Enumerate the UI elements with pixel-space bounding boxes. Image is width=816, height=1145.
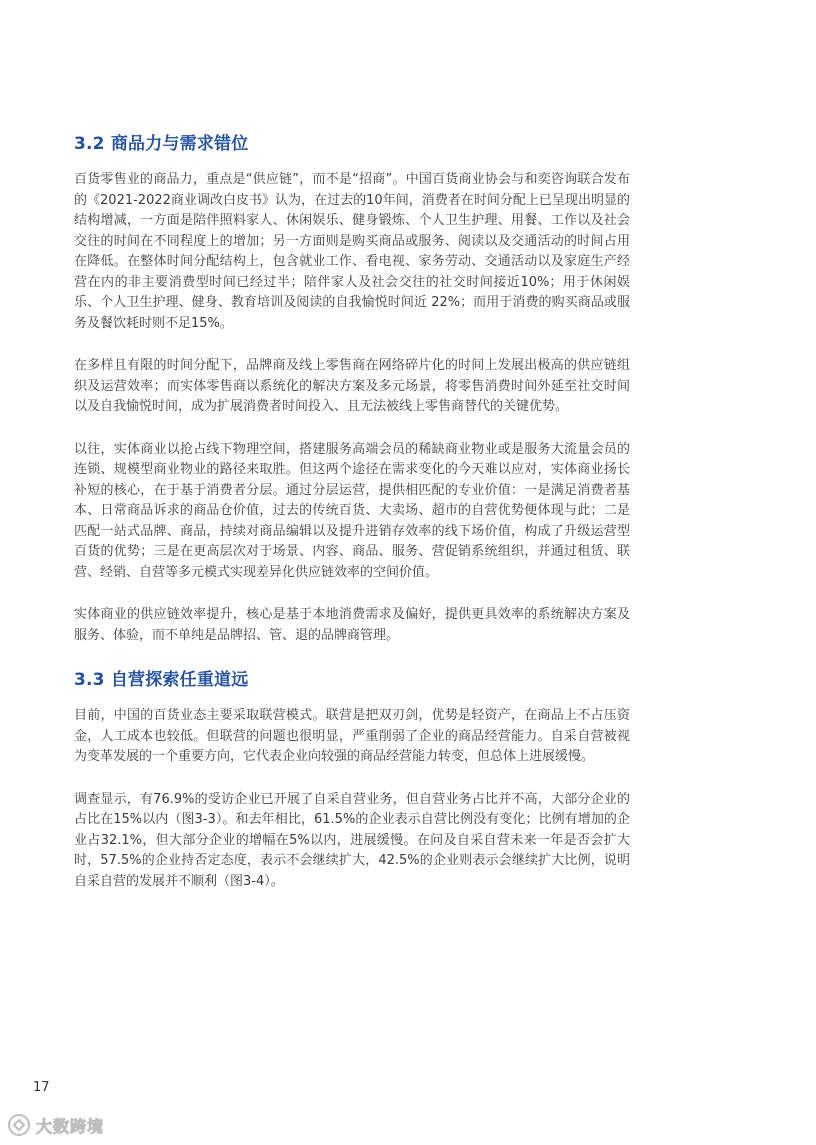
section-heading-3-2: 3.2 商品力与需求错位 — [74, 134, 249, 154]
paragraph: 百货零售业的商品力，重点是“供应链”，而不是“招商”。中国百货商业协会与和奕咨询联合发布的《2021-2022商业调改白皮书》认为，在过去的10年间，消费者在时间分配上已呈现出明显的结构增减，一方面是陪伴照料家人、休闲娱乐、健身锻炼、个人卫生护理、用餐、工作以及社会交往的时间在不同程度上的增加；另一方面则是购买商品或服务、阅读以及交通活动的时间占用在降低。在整体时间分配结构上，包含就业工作、看电视、家务劳动、交通活动以及家庭生产经营在内的非主要消费型时间已经过半；陪伴家人及社会交往的社交时间接近10%；用于休闲娱乐、个人卫生护理、健身、教育培训及阅读的自我愉悦时间近 22%；而用于消费的购买商品或服务及餐饮耗时则不足15%。 — [74, 172, 630, 331]
page-content — [74, 132, 630, 914]
paragraph: 以往，实体商业以抢占线下物理空间，搭建服务高端会员的稀缺商业物业或是服务大流量会员的连锁、规模型商业物业的路径来取胜。但这两个途径在需求变化的今天难以应对，实体商业扬长补短的核心，在于基于消费者分层。通过分层运营，提供相匹配的专业价值：一是满足消费者基本、日常商品诉求的商品仓价值，过去的传统百货、大卖场、超市的自营优势便体现与此；二是匹配一站式品牌、商品，持续对商品编辑以及提升进销存效率的线下场价值，构成了升级运营型百货的优势；三是在更高层次对于场景、内容、商品、服务、营促销系统组织，并通过租赁、联营、经销、自营等多元模式实现差异化供应链效率的空间价值。 — [74, 441, 630, 580]
watermark — [6, 1112, 104, 1138]
paragraph: 在多样且有限的时间分配下，品牌商及线上零售商在网络碎片化的时间上发展出极高的供应链组织及运营效率；而实体零售商以系统化的解决方案及多元场景，将零售消费时间外延至社交时间以及自我愉悦时间，成为扩展消费者时间投入、且无法被线上零售商替代的关键优势。 — [74, 358, 630, 414]
section-heading-3-3: 3.3 自营探索任重道远 — [74, 670, 249, 690]
paragraph: 调查显示，有76.9%的受访企业已开展了自采自营业务，但自营业务占比并不高，大部分企业的占比在15%以内（图3-3）。和去年相比，61.5%的企业表示自营比例没有变化；比例有增加的企业占32.1%，但大部分企业的增幅在5%以内，进展缓慢。在问及自采自营未来一年是否会扩大时，57.5%的企业持否定态度，表示不会继续扩大，42.5%的企业则表示会继续扩大比例，说明自采自营的发展并不顺利（图3-4）。 — [74, 791, 630, 889]
watermark-text: 大数跨境 — [36, 1116, 105, 1136]
paragraph: 目前，中国的百货业态主要采取联营模式。联营是把双刃剑，优势是轻资产，在商品上不占压资金，人工成本也较低。但联营的问题也很明显，严重削弱了企业的商品经营能力。自采自营被视为变革发展的一个重要方向，它代表企业向较强的商品经营能力转变，但总体上进展缓慢。 — [74, 708, 630, 764]
page-number: 17 — [33, 1080, 50, 1095]
brand-logo-icon — [6, 1112, 32, 1138]
paragraph: 实体商业的供应链效率提升，核心是基于本地消费需求及偏好，提供更具效率的系统解决方案及服务、体验，而不单纯是品牌招、管、退的品牌商管理。 — [74, 607, 630, 643]
